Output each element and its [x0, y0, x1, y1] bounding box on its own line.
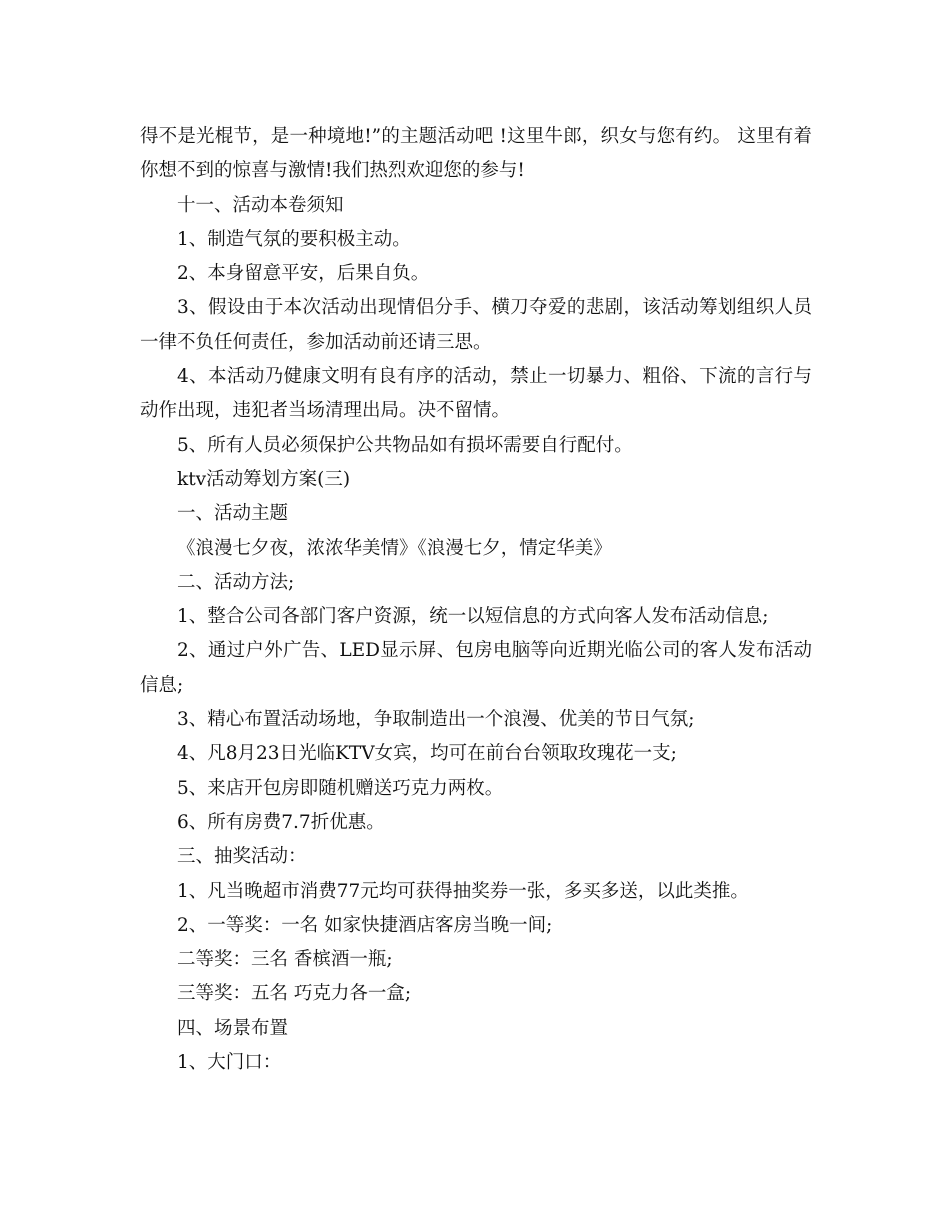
list-item: 3、精心布置活动场地，争取制造出一个浪漫、优美的节日气氛;	[177, 709, 695, 731]
list-item: 1、整合公司各部门客户资源，统一以短信息的方式向客人发布活动信息;	[177, 606, 769, 628]
section-heading: 二、活动方法;	[177, 571, 295, 593]
list-item: 4、本活动乃健康文明有良有序的活动，禁止一切暴力、粗俗、下流的言行与动作出现，违犯者当场清理出局。决不留情。	[140, 366, 812, 422]
list-item: 3、假设由于本次活动出现情侣分手、横刀夺爱的悲剧，该活动筹划组织人员一律不负任何责任，参加活动前还请三思。	[140, 297, 812, 353]
paragraph: 得不是光棍节，是一种境地!”的主题活动吧 !这里牛郎，织女与您有约。 这里有着你想不到的惊喜与激情!我们热烈欢迎您的参与!	[140, 126, 812, 182]
list-item: 1、大门口：	[177, 1052, 282, 1074]
list-item: 4、凡8月23日光临KTV女宾，均可在前台台领取玫瑰花一支;	[177, 743, 677, 765]
list-item: 1、凡当晚超市消费77元均可获得抽奖券一张，多买多送，以此类推。	[177, 880, 749, 902]
document-title: ktv活动筹划方案(三)	[177, 468, 351, 490]
section-heading: 一、活动主题	[177, 503, 289, 525]
paragraph: 《浪漫七夕夜，浓浓华美情》《浪漫七夕，情定华美》	[177, 537, 612, 559]
section-heading: 十一、活动本卷须知	[177, 194, 344, 216]
list-item: 2、一等奖：一名 如家快捷酒店客房当晚一间;	[177, 914, 553, 936]
list-item: 1、制造气氛的要积极主动。	[177, 228, 411, 250]
list-item: 5、所有人员必须保护公共物品如有损坏需要自行配付。	[177, 434, 633, 456]
list-item: 2、本身留意平安，后果自负。	[177, 263, 430, 285]
section-heading: 四、场景布置	[177, 1017, 289, 1039]
list-item: 5、来店开包房即随机赠送巧克力两枚。	[177, 777, 504, 799]
list-item: 二等奖：三名 香槟酒一瓶;	[177, 949, 393, 971]
list-item: 三等奖：五名 巧克力各一盒;	[177, 983, 412, 1005]
list-item: 6、所有房费7.7折优惠。	[177, 811, 385, 833]
section-heading: 三、抽奖活动：	[177, 846, 307, 868]
list-item: 2、通过户外广告、LED显示屏、包房电脑等向近期光临公司的客人发布活动信息;	[140, 640, 812, 696]
document-body	[140, 120, 812, 1080]
